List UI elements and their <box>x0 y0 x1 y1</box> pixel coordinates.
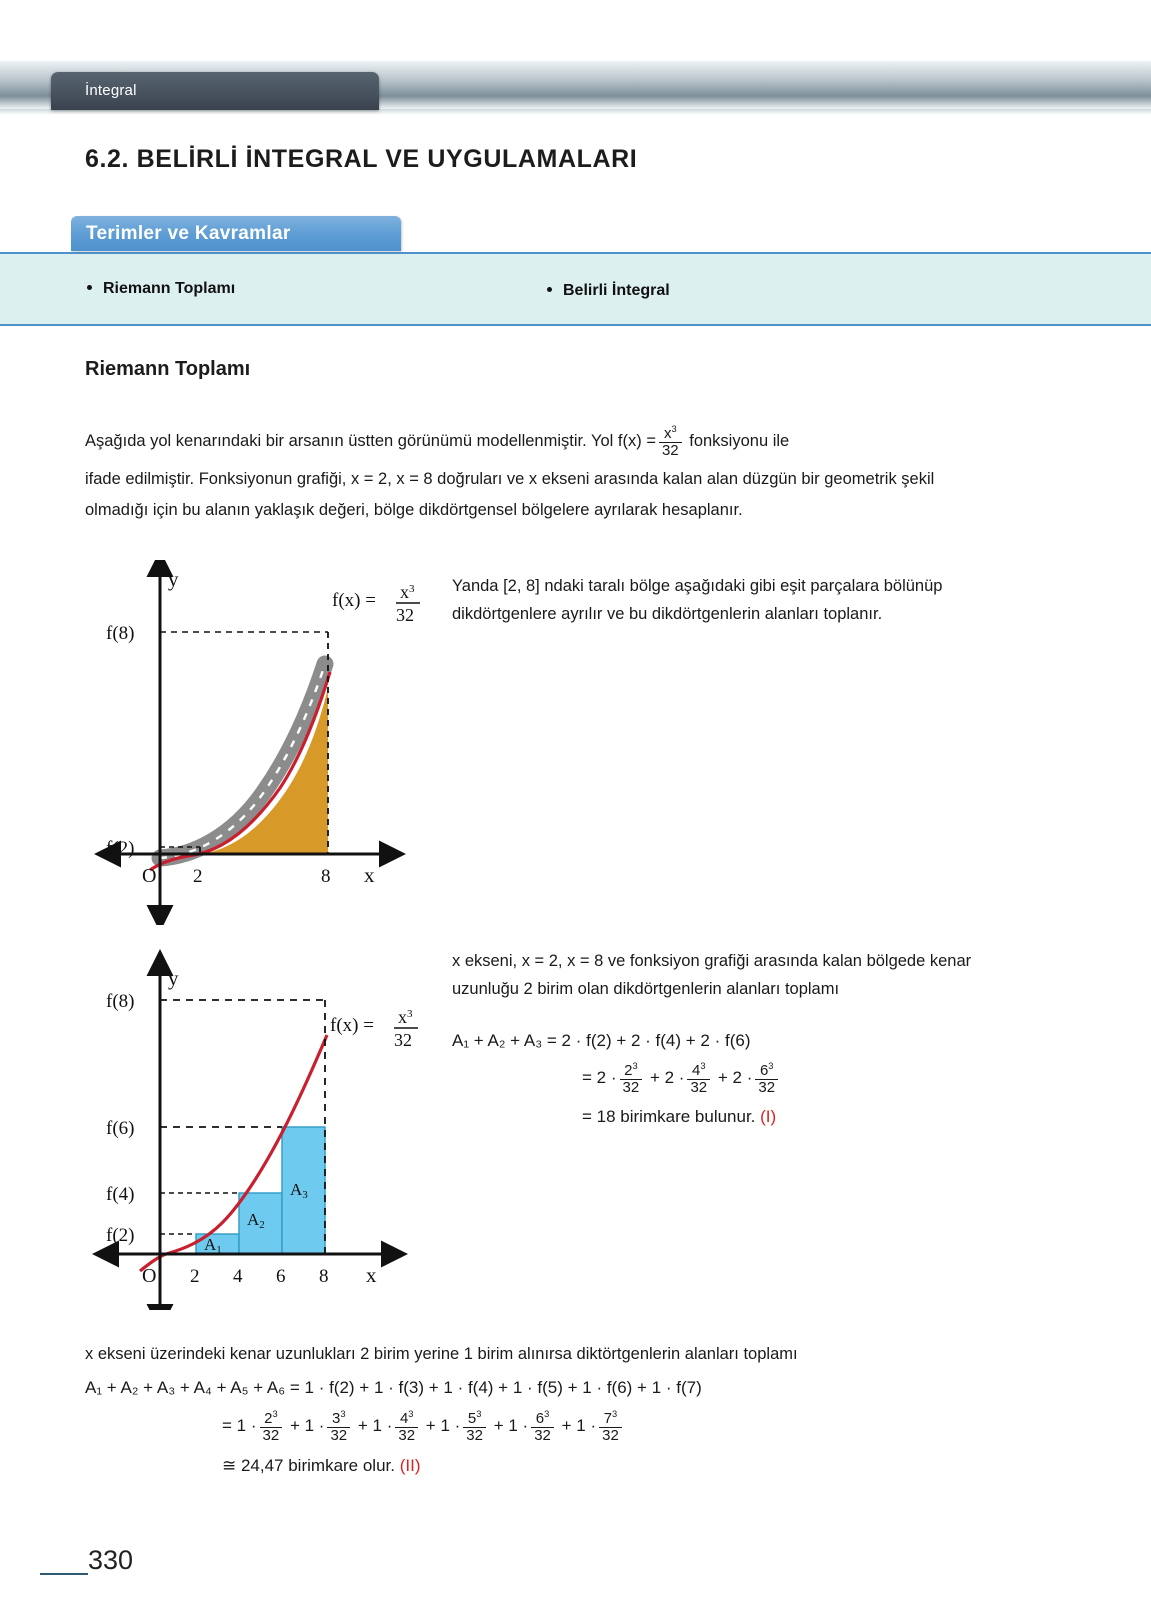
math-block-fine-riemann-sum <box>85 1378 702 1488</box>
intro-text-b: fonksiyonu ile <box>689 431 790 450</box>
math2-line-2: = 1 · $\frac{2^3}{32}$ + 1 · $\frac{3^3}{32}$ + 1 · $\frac{4^3}{32}$ + 1 · $\frac{5^3}{32}$ + 1 · $\frac{6^3}{32}$ + 1 · $\frac{7^3}{32}$ <box>222 1410 702 1444</box>
figure-2-function-denominator: 32 <box>394 1030 412 1050</box>
running-header-title: İntegral <box>85 82 137 99</box>
math-term-2: 2 · $\frac{4^3}{32}$ <box>665 1068 718 1087</box>
figure-2-xtick-4: 4 <box>233 1266 243 1287</box>
figure-2-origin-label: O <box>142 1265 157 1287</box>
math-line-3-result: = 18 birimkare bulunur. <box>582 1106 756 1126</box>
figure-2-ytick-f2: f(2) <box>106 1225 135 1246</box>
math2-term-6: 1 · $\frac{7^3}{32}$ <box>576 1416 625 1435</box>
terms-and-concepts-tab <box>71 216 401 251</box>
math2-term-5: 1 · $\frac{6^3}{32}$ <box>508 1416 561 1435</box>
footer-rule <box>40 1573 88 1575</box>
math-line-2: = 2 · $\frac{2^3}{32}$ + 2 · $\frac{4^3}{32}$ + 2 · $\frac{6^3}{32}$ <box>582 1062 781 1096</box>
fraction: $\frac{6^3}{32}$ <box>531 1410 554 1444</box>
figure-1-ytick-f8: f(8) <box>106 623 135 644</box>
bullet-icon <box>87 285 92 290</box>
math2-line-1-rhs: 1 · f(2) + 1 · f(3) + 1 · f(4) + 1 · f(5) + 1 · f(6) + 1 · f(7) <box>304 1378 702 1397</box>
fraction-denominator: 32 <box>659 442 682 459</box>
figure-riemann-rectangles-graph <box>92 945 422 1310</box>
terms-and-concepts-label: Terimler ve Kavramlar <box>86 223 291 244</box>
math-line-1 <box>452 1031 781 1051</box>
math2-term-2: 1 · $\frac{3^3}{32}$ <box>305 1416 358 1435</box>
page-title: 6.2. BELİRLİ İNTEGRAL VE UYGULAMALARI <box>85 145 638 173</box>
math2-line-1 <box>85 1378 702 1398</box>
figure-1-xtick-2: 2 <box>193 866 203 887</box>
fraction: $\frac{6^3}{32}$ <box>755 1062 778 1096</box>
figure-2-function-label: f(x) = <box>330 1015 374 1036</box>
math-line-3 <box>582 1107 781 1127</box>
fraction: $\frac{4^3}{32}$ <box>687 1062 710 1096</box>
figure-2-ytick-f6: f(6) <box>106 1118 135 1139</box>
figure-2-function-numerator: $x^3$ <box>398 1007 413 1027</box>
term-label: Belirli İntegral <box>563 282 670 299</box>
figure-1-y-axis-label: y <box>168 567 179 591</box>
term-label: Riemann Toplamı <box>103 280 236 297</box>
term-item-riemann-toplami <box>87 280 235 298</box>
page-number: 330 <box>88 1545 134 1575</box>
math-term-3: 2 · $\frac{6^3}{32}$ <box>733 1068 782 1087</box>
math2-line-2-equals: = <box>222 1415 232 1435</box>
math2-line-3 <box>222 1456 702 1476</box>
intro-text-a: Aşağıda yol kenarındaki bir arsanın üstten görünümü modellenmiştir. Yol <box>85 431 614 450</box>
fraction: $\frac{2^3}{32}$ <box>260 1410 283 1444</box>
figure-1-function-label: f(x) = <box>332 590 376 611</box>
figure-2-ytick-f8: f(8) <box>106 991 135 1012</box>
fraction: $\frac{7^3}{32}$ <box>599 1410 622 1444</box>
fraction-numerator: $x^3$ <box>663 424 677 442</box>
figure-1-origin-label: O <box>142 865 157 887</box>
math2-term-1: 1 · $\frac{2^3}{32}$ <box>237 1416 290 1435</box>
rect-label-a3: A3 <box>290 1180 308 1201</box>
fraction: $\frac{5^3}{32}$ <box>463 1410 486 1444</box>
math-term-1: 2 · $\frac{2^3}{32}$ <box>597 1068 650 1087</box>
running-header-tab <box>51 72 379 110</box>
math2-term-4: 1 · $\frac{5^3}{32}$ <box>440 1416 493 1435</box>
fraction: $\frac{3^3}{32}$ <box>327 1410 350 1444</box>
math-line-1-lhs: A₁ + A₂ + A₃ = <box>452 1031 557 1050</box>
figure-road-area-graph <box>92 560 422 925</box>
fraction: $\frac{2^3}{32}$ <box>620 1062 643 1096</box>
figure-1-ytick-f2: f(2) <box>106 838 135 859</box>
figure-1-caption: Yanda [2, 8] ndaki taralı bölge aşağıdaki gibi eşit parçalara bölünüp dikdörtgenlere ayrılır ve bu dikdörtgenlerin alanları toplanır. <box>452 577 943 623</box>
fraction: $\frac{4^3}{32}$ <box>395 1410 418 1444</box>
rect-label-a1: A1 <box>204 1235 222 1256</box>
figure-1-function-denominator: 32 <box>396 605 414 625</box>
inline-fraction-x3-over-32 <box>659 425 682 459</box>
figure-2-ytick-f4: f(4) <box>106 1184 135 1205</box>
figure-1-function-numerator: $x^3$ <box>400 582 415 602</box>
figure-2-xtick-2: 2 <box>190 1266 200 1287</box>
math2-line-1-lhs: A₁ + A₂ + A₃ + A₄ + A₅ + A₆ = <box>85 1378 300 1397</box>
term-item-belirli-integral <box>547 282 670 300</box>
section-heading: Riemann Toplamı <box>85 358 251 380</box>
math2-line-3-reference-tag: (II) <box>399 1455 421 1475</box>
rect-label-a2: A2 <box>247 1210 265 1231</box>
inline-function-fx: f(x) = <box>617 431 656 450</box>
bullet-icon <box>547 287 552 292</box>
math-line-1-rhs: 2 · f(2) + 2 · f(4) + 2 · f(6) <box>561 1031 751 1050</box>
figure-2-xtick-6: 6 <box>276 1266 286 1287</box>
math2-term-3: 1 · $\frac{4^3}{32}$ <box>373 1416 426 1435</box>
intro-paragraph-line-2: ifade edilmiştir. Fonksiyonun grafiği, x = 2, x = 8 doğruları ve x ekseni arasında kalan alan düzgün bir geometrik şekil olmadığı için bu alanın yaklaşık değeri, bölge dikdörtgensel bölgelere ayrılarak hesaplanır. <box>85 470 935 519</box>
figure-2-caption: x ekseni, x = 2, x = 8 ve fonksiyon grafiği arasında kalan bölgede kenar uzunluğu 2 birim olan dikdörtgenlerin alanları toplamı <box>452 952 972 998</box>
math-block-coarse-riemann-sum <box>452 1031 781 1138</box>
figure-1-x-axis-label: x <box>364 863 375 887</box>
figure-2-x-axis-label: x <box>366 1263 377 1287</box>
figure-2-svg <box>92 945 422 1310</box>
math-line-3-reference-tag: (I) <box>760 1106 777 1126</box>
figure-2-y-axis-label: y <box>168 966 179 990</box>
intro-paragraph-line-1 <box>85 425 985 459</box>
refinement-paragraph: x ekseni üzerindeki kenar uzunlukları 2 birim yerine 1 birim alınırsa diktörtgenlerin alanları toplamı <box>85 1345 798 1363</box>
figure-1-svg <box>92 560 422 925</box>
math2-line-3-result: ≅ 24,47 birimkare olur. <box>222 1455 395 1475</box>
figure-2-xtick-8: 8 <box>319 1266 329 1287</box>
figure-1-xtick-8: 8 <box>321 866 331 887</box>
math-line-2-equals: = <box>582 1067 592 1087</box>
